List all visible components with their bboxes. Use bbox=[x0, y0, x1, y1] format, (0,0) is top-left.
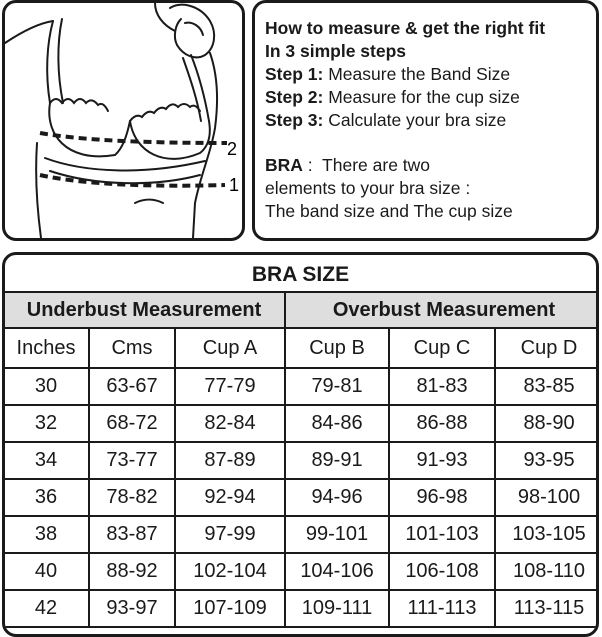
cell-cup-c: 81-83 bbox=[389, 368, 495, 405]
info-title-line2: In 3 simple steps bbox=[265, 41, 407, 61]
cell-cup-c: 106-108 bbox=[389, 553, 495, 590]
cell-inches: 30 bbox=[3, 368, 89, 405]
table-row bbox=[3, 368, 599, 405]
step-3-text: Calculate your bra size bbox=[328, 110, 507, 130]
info-panel bbox=[252, 0, 599, 241]
cell-cup-d: 108-110 bbox=[495, 553, 599, 590]
col-header-cup-b: Cup B bbox=[285, 328, 389, 368]
cell-inches: 40 bbox=[3, 553, 89, 590]
group-header-row bbox=[3, 292, 599, 328]
cell-cms: 63-67 bbox=[89, 368, 175, 405]
step-3-label: Step 3: bbox=[265, 110, 324, 130]
size-table-panel bbox=[2, 252, 599, 637]
step-1-label: Step 1: bbox=[265, 64, 324, 84]
bra-text1: : There are two bbox=[302, 155, 431, 175]
cell-inches: 42 bbox=[3, 590, 89, 627]
cell-cup-b: 89-91 bbox=[285, 442, 389, 479]
cup-right-icon bbox=[130, 121, 210, 159]
info-title-line1: How to measure & get the right fit bbox=[265, 18, 546, 38]
step-2 bbox=[265, 86, 586, 109]
step-2-text: Measure for the cup size bbox=[328, 87, 520, 107]
col-header-cup-a: Cup A bbox=[175, 328, 285, 368]
cell-cup-d: 98-100 bbox=[495, 479, 599, 516]
step-2-label: Step 2: bbox=[265, 87, 324, 107]
cell-cup-d: 93-95 bbox=[495, 442, 599, 479]
cell-cup-d: 88-90 bbox=[495, 405, 599, 442]
bra-measurement-illustration bbox=[5, 3, 242, 238]
cell-cup-b: 79-81 bbox=[285, 368, 389, 405]
step-1 bbox=[265, 63, 586, 86]
bra-label: BRA bbox=[265, 155, 303, 175]
table-title: BRA SIZE bbox=[251, 263, 350, 286]
table-row bbox=[3, 442, 599, 479]
cell-inches: 32 bbox=[3, 405, 89, 442]
body-outline-icon bbox=[193, 53, 217, 238]
cell-cup-d: 113-115 bbox=[495, 590, 599, 627]
cell-cup-a: 87-89 bbox=[175, 442, 285, 479]
cell-cms: 93-97 bbox=[89, 590, 175, 627]
cell-cup-c: 111-113 bbox=[389, 590, 495, 627]
cell-cup-a: 102-104 bbox=[175, 553, 285, 590]
cell-cup-c: 96-98 bbox=[389, 479, 495, 516]
table-row bbox=[3, 479, 599, 516]
cell-cms: 68-72 bbox=[89, 405, 175, 442]
bra-note-line2: elements to your bra size : bbox=[265, 178, 471, 198]
cell-cup-b: 94-96 bbox=[285, 479, 389, 516]
col-header-cup-c: Cup C bbox=[389, 328, 495, 368]
cell-cup-b: 99-101 bbox=[285, 516, 389, 553]
bra-note-line3: The band size and The cup size bbox=[265, 201, 513, 221]
marker-underbust: 1 bbox=[229, 175, 240, 195]
table-row bbox=[3, 553, 599, 590]
cell-cup-c: 86-88 bbox=[389, 405, 495, 442]
cell-cup-b: 84-86 bbox=[285, 405, 389, 442]
hand-icon bbox=[170, 5, 214, 58]
cell-cup-a: 77-79 bbox=[175, 368, 285, 405]
cell-inches: 38 bbox=[3, 516, 89, 553]
cell-cms: 78-82 bbox=[89, 479, 175, 516]
cell-inches: 34 bbox=[3, 442, 89, 479]
cell-cms: 73-77 bbox=[89, 442, 175, 479]
cell-cup-a: 97-99 bbox=[175, 516, 285, 553]
step-3 bbox=[265, 109, 586, 132]
cell-cms: 88-92 bbox=[89, 553, 175, 590]
table-row bbox=[3, 405, 599, 442]
cell-cup-d: 83-85 bbox=[495, 368, 599, 405]
cup-left-icon bbox=[49, 103, 130, 156]
cup-lace-left-icon bbox=[50, 99, 108, 111]
col-header-inches: Inches bbox=[3, 328, 89, 368]
cell-cup-c: 101-103 bbox=[389, 516, 495, 553]
column-header-row bbox=[3, 328, 599, 368]
cell-cup-c: 91-93 bbox=[389, 442, 495, 479]
step-1-text: Measure the Band Size bbox=[328, 64, 511, 84]
cell-cup-b: 109-111 bbox=[285, 590, 389, 627]
cell-cup-b: 104-106 bbox=[285, 553, 389, 590]
size-table bbox=[2, 291, 599, 628]
group-header-overbust: Overbust Measurement bbox=[285, 292, 599, 328]
cup-lace-right-icon bbox=[130, 104, 200, 121]
col-header-cup-d: Cup D bbox=[495, 328, 599, 368]
cell-inches: 36 bbox=[3, 479, 89, 516]
marker-overbust: 2 bbox=[227, 139, 238, 159]
cell-cup-a: 107-109 bbox=[175, 590, 285, 627]
table-row bbox=[3, 516, 599, 553]
shoulder-line-icon bbox=[5, 21, 53, 43]
illustration-panel bbox=[2, 0, 245, 241]
table-row bbox=[3, 590, 599, 627]
group-header-underbust: Underbust Measurement bbox=[3, 292, 285, 328]
cell-cup-a: 92-94 bbox=[175, 479, 285, 516]
cell-cup-d: 103-105 bbox=[495, 516, 599, 553]
bra-note-line1 bbox=[265, 154, 586, 177]
col-header-cms: Cms bbox=[89, 328, 175, 368]
cell-cms: 83-87 bbox=[89, 516, 175, 553]
cell-cup-a: 82-84 bbox=[175, 405, 285, 442]
